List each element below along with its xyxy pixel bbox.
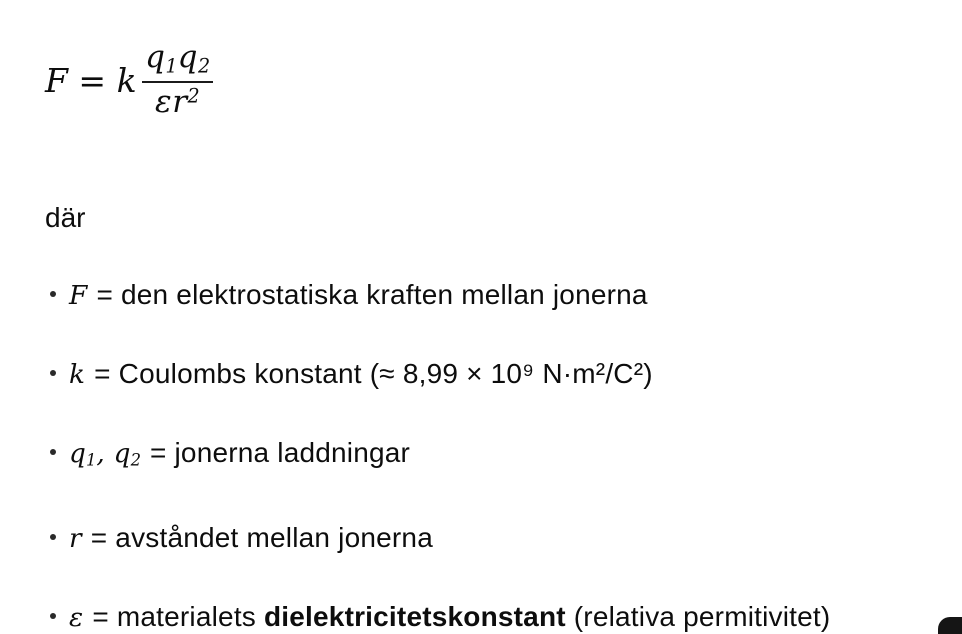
definition-text: = jonerna laddningar bbox=[149, 437, 411, 468]
formula-constant-variable: k bbox=[116, 60, 138, 100]
definition-item-distance bbox=[45, 519, 942, 558]
formula-q1-base: q bbox=[145, 39, 166, 76]
bullet-dot bbox=[50, 449, 56, 455]
term-q1-q2 bbox=[69, 439, 141, 469]
term-q1-base: q bbox=[69, 439, 87, 469]
formula-q1-subscript: 1 bbox=[165, 54, 178, 78]
bullet-dot bbox=[50, 370, 56, 376]
definition-item-coulomb-constant bbox=[45, 355, 942, 394]
intro-label: där bbox=[45, 202, 86, 233]
definition-item-charges bbox=[45, 434, 942, 479]
definition-text-before: = materialets bbox=[92, 600, 264, 632]
term-separator: , bbox=[96, 439, 114, 469]
formula-r-base: r bbox=[172, 84, 188, 120]
term-k: k bbox=[69, 360, 86, 390]
bullet-dot bbox=[50, 534, 56, 540]
formula-equals-sign: = bbox=[78, 60, 107, 100]
term-q2-subscript: 2 bbox=[130, 450, 141, 470]
definition-item-force bbox=[45, 276, 942, 315]
bullet-dot bbox=[50, 291, 56, 297]
formula-force-variable: F bbox=[45, 60, 69, 100]
coulomb-formula bbox=[45, 39, 942, 120]
corner-dark-element[interactable] bbox=[938, 617, 962, 634]
formula-q2-subscript: 2 bbox=[198, 54, 211, 78]
formula-fraction bbox=[142, 41, 213, 118]
formula-r-exponent: 2 bbox=[187, 84, 201, 108]
definition-text-after: (relativa permitivitet) bbox=[565, 600, 831, 632]
term-q1-subscript: 1 bbox=[86, 450, 97, 470]
definition-list bbox=[45, 276, 942, 634]
term-r: r bbox=[69, 523, 82, 554]
definition-text: = avståndet mellan jonerna bbox=[90, 521, 433, 553]
term-F: F bbox=[69, 281, 88, 311]
term-epsilon: ε bbox=[69, 602, 84, 633]
formula-numerator bbox=[142, 41, 213, 83]
definition-item-dielectric bbox=[45, 598, 942, 634]
term-q2-base: q bbox=[113, 439, 131, 469]
formula-denominator bbox=[152, 83, 203, 119]
formula-q2-base: q bbox=[177, 39, 198, 76]
definition-text: = den elektrostatiska kraften mellan jonerna bbox=[96, 279, 648, 310]
definition-bold-word: dielektricitetskonstant bbox=[263, 600, 566, 632]
formula-epsilon: ε bbox=[155, 84, 173, 120]
bullet-dot bbox=[50, 613, 56, 619]
definition-text: = Coulombs konstant (≈ 8,99 × 10⁹ N·m²/C²) bbox=[94, 358, 653, 389]
